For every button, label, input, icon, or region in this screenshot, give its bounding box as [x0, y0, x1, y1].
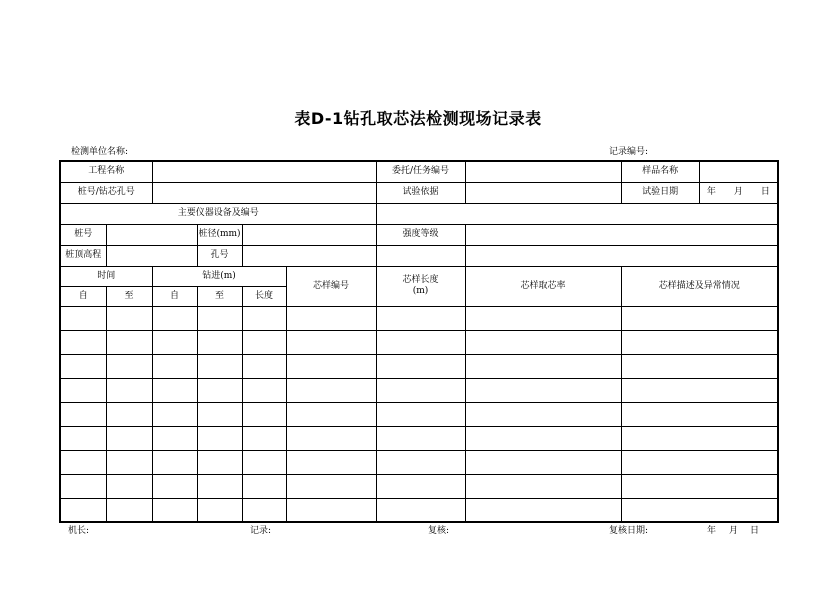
hole-number-field-2[interactable] [376, 245, 465, 266]
table-cell[interactable] [621, 402, 778, 426]
pile-hole-label: 桩号/钻芯孔号 [60, 182, 152, 203]
table-cell[interactable] [465, 402, 621, 426]
table-row [60, 378, 778, 402]
hole-number-field[interactable] [242, 245, 376, 266]
table-cell[interactable] [242, 354, 286, 378]
core-length-label: 芯样长度 [402, 275, 439, 285]
pile-top-elevation-field[interactable] [106, 245, 197, 266]
operator-label: 机长: [68, 526, 90, 536]
test-basis-label: 试验依据 [376, 182, 465, 203]
table-cell[interactable] [376, 306, 465, 330]
table-cell[interactable] [621, 498, 778, 522]
drill-in-header: 钻进(m) [152, 266, 286, 286]
testing-unit-label: 检测单位名称: [71, 147, 129, 157]
table-cell[interactable] [621, 450, 778, 474]
table-cell[interactable] [106, 474, 152, 498]
check-date-year: 年 [707, 526, 717, 536]
record-table [59, 160, 779, 523]
table-cell[interactable] [60, 330, 106, 354]
test-date-month: 月 [733, 187, 743, 197]
table-cell[interactable] [242, 426, 286, 450]
table-cell[interactable] [286, 354, 376, 378]
column-header-row-1 [60, 266, 778, 286]
table-cell[interactable] [286, 450, 376, 474]
table-cell[interactable] [376, 354, 465, 378]
table-row [60, 426, 778, 450]
table-cell[interactable] [376, 426, 465, 450]
form-title: 表D-1钻孔取芯法检测现场记录表 [294, 109, 542, 128]
table-cell[interactable] [376, 330, 465, 354]
table-cell[interactable] [621, 474, 778, 498]
table-cell[interactable] [242, 450, 286, 474]
project-name-label: 工程名称 [60, 161, 152, 182]
table-cell[interactable] [621, 426, 778, 450]
core-number-header: 芯样编号 [286, 266, 376, 306]
table-cell[interactable] [152, 306, 197, 330]
table-cell[interactable] [106, 354, 152, 378]
table-cell[interactable] [376, 402, 465, 426]
table-cell[interactable] [197, 426, 242, 450]
table-cell[interactable] [621, 330, 778, 354]
core-recovery-header: 芯样取芯率 [465, 266, 621, 306]
table-cell[interactable] [106, 306, 152, 330]
table-cell[interactable] [376, 498, 465, 522]
table-cell[interactable] [465, 426, 621, 450]
test-date-field[interactable] [700, 183, 777, 203]
strength-grade-label: 强度等级 [376, 224, 465, 245]
table-cell[interactable] [242, 306, 286, 330]
info-row-3 [60, 203, 778, 224]
test-date-label: 试验日期 [622, 183, 700, 203]
table-cell[interactable] [106, 378, 152, 402]
table-cell[interactable] [152, 450, 197, 474]
table-cell[interactable] [465, 378, 621, 402]
table-cell[interactable] [242, 498, 286, 522]
table-cell[interactable] [197, 450, 242, 474]
table-cell[interactable] [152, 474, 197, 498]
table-cell[interactable] [286, 306, 376, 330]
table-cell[interactable] [152, 426, 197, 450]
table-cell[interactable] [465, 354, 621, 378]
table-cell[interactable] [197, 306, 242, 330]
check-date-label: 复核日期: [609, 526, 649, 536]
table-cell[interactable] [242, 378, 286, 402]
table-cell[interactable] [106, 330, 152, 354]
core-length-header [376, 266, 465, 306]
table-cell[interactable] [197, 354, 242, 378]
table-cell[interactable] [286, 498, 376, 522]
pile-diameter-field[interactable] [242, 224, 376, 245]
table-cell[interactable] [152, 378, 197, 402]
pile-number-field[interactable] [106, 224, 197, 245]
table-cell[interactable] [60, 402, 106, 426]
check-date-month: 月 [729, 526, 739, 536]
table-row [60, 402, 778, 426]
record-number-label: 记录编号: [609, 147, 649, 157]
core-length-unit: (m) [412, 286, 429, 296]
table-cell[interactable] [465, 474, 621, 498]
task-number-field[interactable] [465, 161, 621, 182]
sample-name-label: 样品名称 [622, 162, 700, 182]
drill-from-header: 自 [152, 286, 197, 306]
test-basis-field[interactable] [465, 182, 621, 203]
check-date-day: 日 [750, 526, 760, 536]
table-cell[interactable] [465, 330, 621, 354]
table-cell[interactable] [60, 354, 106, 378]
table-cell[interactable] [106, 450, 152, 474]
table-cell[interactable] [621, 378, 778, 402]
sample-name-cell [621, 161, 778, 182]
test-date-year: 年 [706, 187, 716, 197]
pile-number-label: 桩号 [60, 224, 106, 245]
recorder-label: 记录: [250, 526, 272, 536]
instrument-field[interactable] [376, 203, 778, 224]
time-from-header: 自 [60, 286, 106, 306]
hole-number-label: 孔号 [197, 245, 242, 266]
table-row [60, 498, 778, 522]
table-row [60, 354, 778, 378]
drill-to-header: 至 [197, 286, 242, 306]
table-cell[interactable] [197, 498, 242, 522]
table-cell[interactable] [60, 306, 106, 330]
info-row-4 [60, 224, 778, 245]
time-header: 时间 [60, 266, 152, 286]
table-cell[interactable] [376, 378, 465, 402]
project-name-field[interactable] [152, 161, 376, 182]
table-cell[interactable] [152, 330, 197, 354]
sample-name-field[interactable] [700, 162, 777, 182]
pile-diameter-label: 桩径(mm) [197, 224, 242, 245]
table-cell[interactable] [106, 426, 152, 450]
table-row [60, 474, 778, 498]
table-cell[interactable] [286, 426, 376, 450]
table-cell[interactable] [465, 450, 621, 474]
table-row [60, 450, 778, 474]
table-cell[interactable] [621, 354, 778, 378]
table-cell[interactable] [621, 306, 778, 330]
table-cell[interactable] [152, 402, 197, 426]
task-number-label: 委托/任务编号 [376, 161, 465, 182]
drill-length-header: 长度 [242, 286, 286, 306]
table-cell[interactable] [106, 402, 152, 426]
table-cell[interactable] [60, 498, 106, 522]
info-row-5 [60, 245, 778, 266]
strength-grade-field[interactable] [465, 224, 778, 245]
table-cell[interactable] [197, 378, 242, 402]
table-cell[interactable] [60, 378, 106, 402]
table-cell[interactable] [286, 402, 376, 426]
table-cell[interactable] [197, 330, 242, 354]
pile-hole-field[interactable] [152, 182, 376, 203]
checker-label: 复核: [428, 526, 450, 536]
table-cell[interactable] [286, 330, 376, 354]
pile-top-elevation-label: 桩顶高程 [60, 245, 106, 266]
table-row [60, 330, 778, 354]
table-cell[interactable] [242, 474, 286, 498]
test-date-cell [621, 182, 778, 203]
table-cell[interactable] [286, 474, 376, 498]
table-cell[interactable] [286, 378, 376, 402]
info-row-1 [60, 161, 778, 182]
time-to-header: 至 [106, 286, 152, 306]
info-row-2 [60, 182, 778, 203]
table-cell[interactable] [376, 474, 465, 498]
table-cell[interactable] [60, 426, 106, 450]
hole-number-field-3[interactable] [465, 245, 778, 266]
table-cell[interactable] [106, 498, 152, 522]
table-cell[interactable] [242, 402, 286, 426]
table-cell[interactable] [242, 330, 286, 354]
instrument-label: 主要仪器设备及编号 [60, 203, 376, 224]
table-cell[interactable] [465, 498, 621, 522]
table-cell[interactable] [465, 306, 621, 330]
table-row [60, 306, 778, 330]
test-date-day: 日 [760, 187, 770, 197]
table-cell[interactable] [60, 474, 106, 498]
table-cell[interactable] [376, 450, 465, 474]
table-cell[interactable] [197, 474, 242, 498]
table-cell[interactable] [152, 498, 197, 522]
table-cell[interactable] [197, 402, 242, 426]
table-cell[interactable] [152, 354, 197, 378]
core-description-header: 芯样描述及异常情况 [621, 266, 778, 306]
table-cell[interactable] [60, 450, 106, 474]
